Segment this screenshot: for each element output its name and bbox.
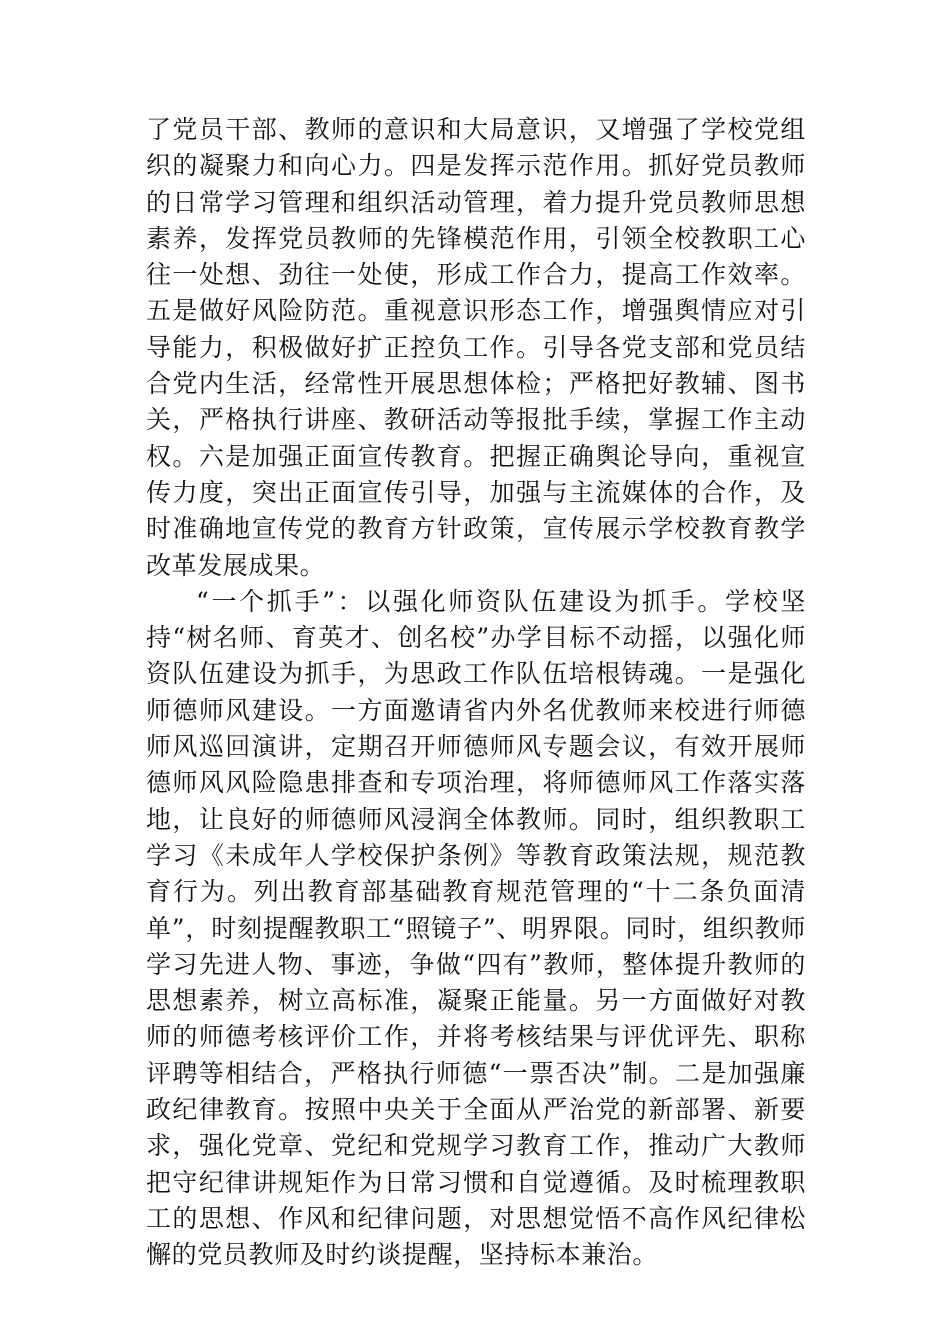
paragraph-continued: 了党员干部、教师的意识和大局意识，又增强了学校党组织的凝聚力和向心力。四是发挥示范作用。抓好党员教师的日常学习管理和组织活动管理，着力提升党员教师思想素养，发挥党员教师的先锋模范作用，引领全校教职工心往一处想、劲往一处使，形成工作合力，提高工作效率。五是做好风险防范。重视意识形态工作，增强舆情应对引导能力，积极做好扩正控负工作。引导各党支部和党员结合党内生活，经常性开展思想体检；严格把好教辅、图书关，严格执行讲座、教研活动等报批手续，掌握工作主动权。六是加强正面宣传教育。把握正确舆论导向，重视宣传力度，突出正面宣传引导，加强与主流媒体的合作，及时准确地宣传党的教育方针政策，宣传展示学校教育教学改革发展成果。 xyxy=(146,115,806,580)
body-text xyxy=(146,112,806,1274)
paragraph-one-lever: “一个抓手”：以强化师资队伍建设为抓手。学校坚持“树名师、育英才、创名校”办学目标不动摇，以强化师资队伍建设为抓手，为思政工作队伍培根铸魂。一是强化师德师风建设。一方面邀请省内外名优教师来校进行师德师风巡回演讲，定期召开师德师风专题会议，有效开展师德师风风险隐患排查和专项治理，将师德师风工作落实落地，让良好的师德师风浸润全体教师。同时，组织教职工学习《未成年人学校保护条例》等教育政策法规，规范教育行为。列出教育部基础教育规范管理的“十二条负面清单”，时刻提醒教职工“照镜子”、明界限。同时，组织教师学习先进人物、事迹，争做“四有”教师，整体提升教师的思想素养，树立高标准，凝聚正能量。另一方面做好对教师的师德考核评价工作，并将考核结果与评优评先、职称评聘等相结合，严格执行师德“一票否决”制。二是加强廉政纪律教育。按照中央关于全面从严治党的新部署、新要求，强化党章、党纪和党规学习教育工作，推动广大教师把守纪律讲规矩作为日常习惯和自觉遵循。及时梳理教职工的思想、作风和纪律问题，对思想觉悟不高作风纪律松懈的党员教师及时约谈提醒，坚持标本兼治。 xyxy=(146,586,806,1270)
